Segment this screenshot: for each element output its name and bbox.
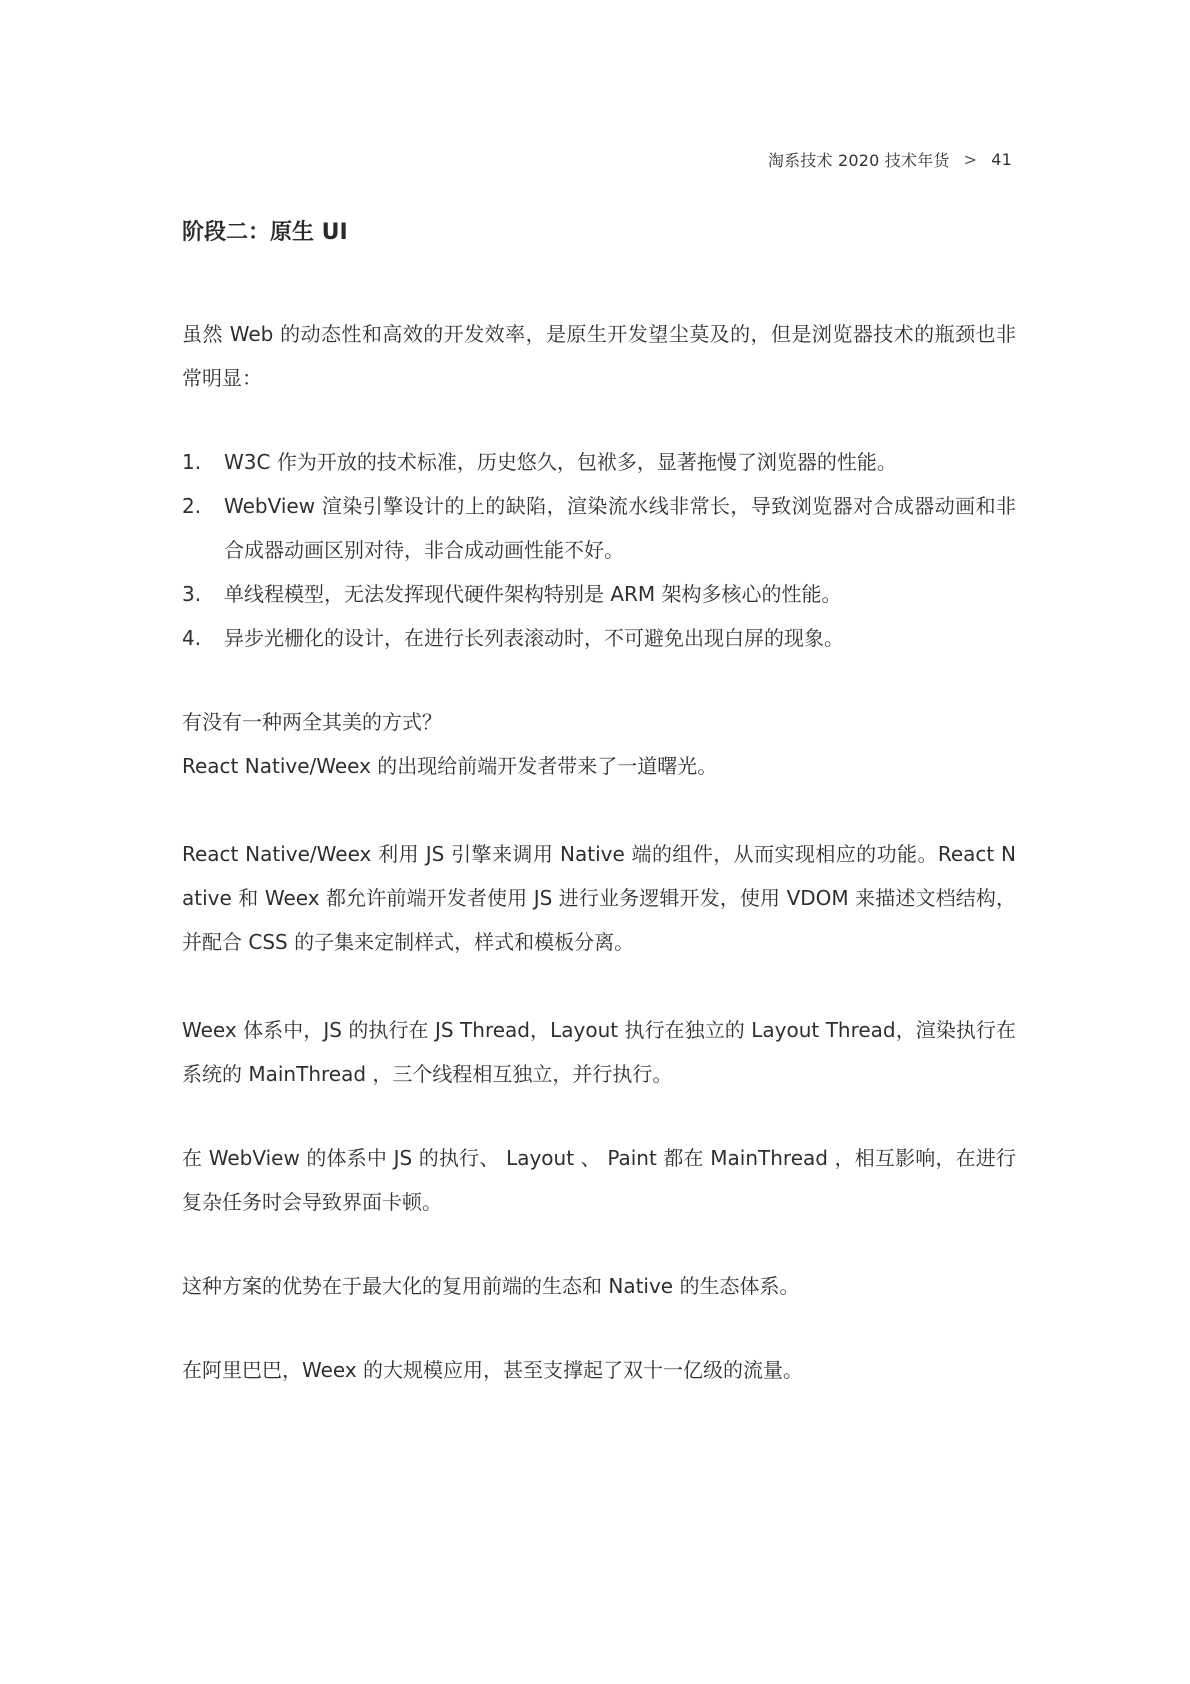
- weex-threads-paragraph: Weex 体系中，JS 的执行在 JS Thread，Layout 执行在独立的 Layout Thread，渲染执行在系统的 MainThread ，三个线程相互独立，并行执行。: [182, 1018, 1016, 1086]
- webview-threads-paragraph: 在 WebView 的体系中 JS 的执行、 Layout 、 Paint 都在 MainThread ，相互影响，在进行复杂任务时会导致界面卡顿。: [182, 1146, 1016, 1214]
- list-item: [182, 440, 1016, 484]
- list-item-text: WebView 渲染引擎设计的上的缺陷，渲染流水线非常长，导致浏览器对合成器动画和非合成器动画区别对待，非合成动画性能不好。: [224, 494, 1016, 562]
- list-item-text: W3C 作为开放的技术标准，历史悠久，包袱多，显著拖慢了浏览器的性能。: [224, 450, 897, 474]
- list-item: [182, 572, 1016, 616]
- section-title: 阶段二：原生 UI: [182, 220, 348, 245]
- list-item: [182, 616, 1016, 660]
- page-header: [768, 148, 1012, 171]
- list-item-number: 4.: [182, 626, 202, 650]
- dawn-paragraph: React Native/Weex 的出现给前端开发者带来了一道曙光。: [182, 754, 718, 778]
- header-separator: >: [963, 150, 978, 169]
- question-paragraph: 有没有一种两全其美的方式？: [182, 710, 442, 734]
- book-title: 淘系技术 2020 技术年货: [767, 151, 950, 170]
- alibaba-paragraph: 在阿里巴巴，Weex 的大规模应用，甚至支撑起了双十一亿级的流量。: [182, 1358, 804, 1382]
- bottleneck-list: [182, 440, 1016, 660]
- page-number: 41: [991, 150, 1012, 169]
- intro-paragraph: 虽然 Web 的动态性和高效的开发效率，是原生开发望尘莫及的，但是浏览器技术的瓶颈也非常明显：: [182, 322, 1016, 390]
- rn-weex-paragraph: React Native/Weex 利用 JS 引擎来调用 Native 端的组件，从而实现相应的功能。React Native 和 Weex 都允许前端开发者使用 JS 进行业务逻辑开发，使用 VDOM 来描述文档结构，并配合 CSS 的子集来定制样式，样式和模板分离。: [182, 842, 1016, 954]
- list-item-text: 单线程模型，无法发挥现代硬件架构特别是 ARM 架构多核心的性能。: [224, 582, 842, 606]
- list-item: [182, 484, 1016, 572]
- advantage-paragraph: 这种方案的优势在于最大化的复用前端的生态和 Native 的生态体系。: [182, 1274, 800, 1298]
- list-item-number: 2.: [182, 494, 202, 518]
- list-item-number: 1.: [182, 450, 202, 474]
- list-item-text: 异步光栅化的设计，在进行长列表滚动时，不可避免出现白屏的现象。: [224, 626, 844, 650]
- page-content: [182, 218, 1016, 1392]
- list-item-number: 3.: [182, 582, 202, 606]
